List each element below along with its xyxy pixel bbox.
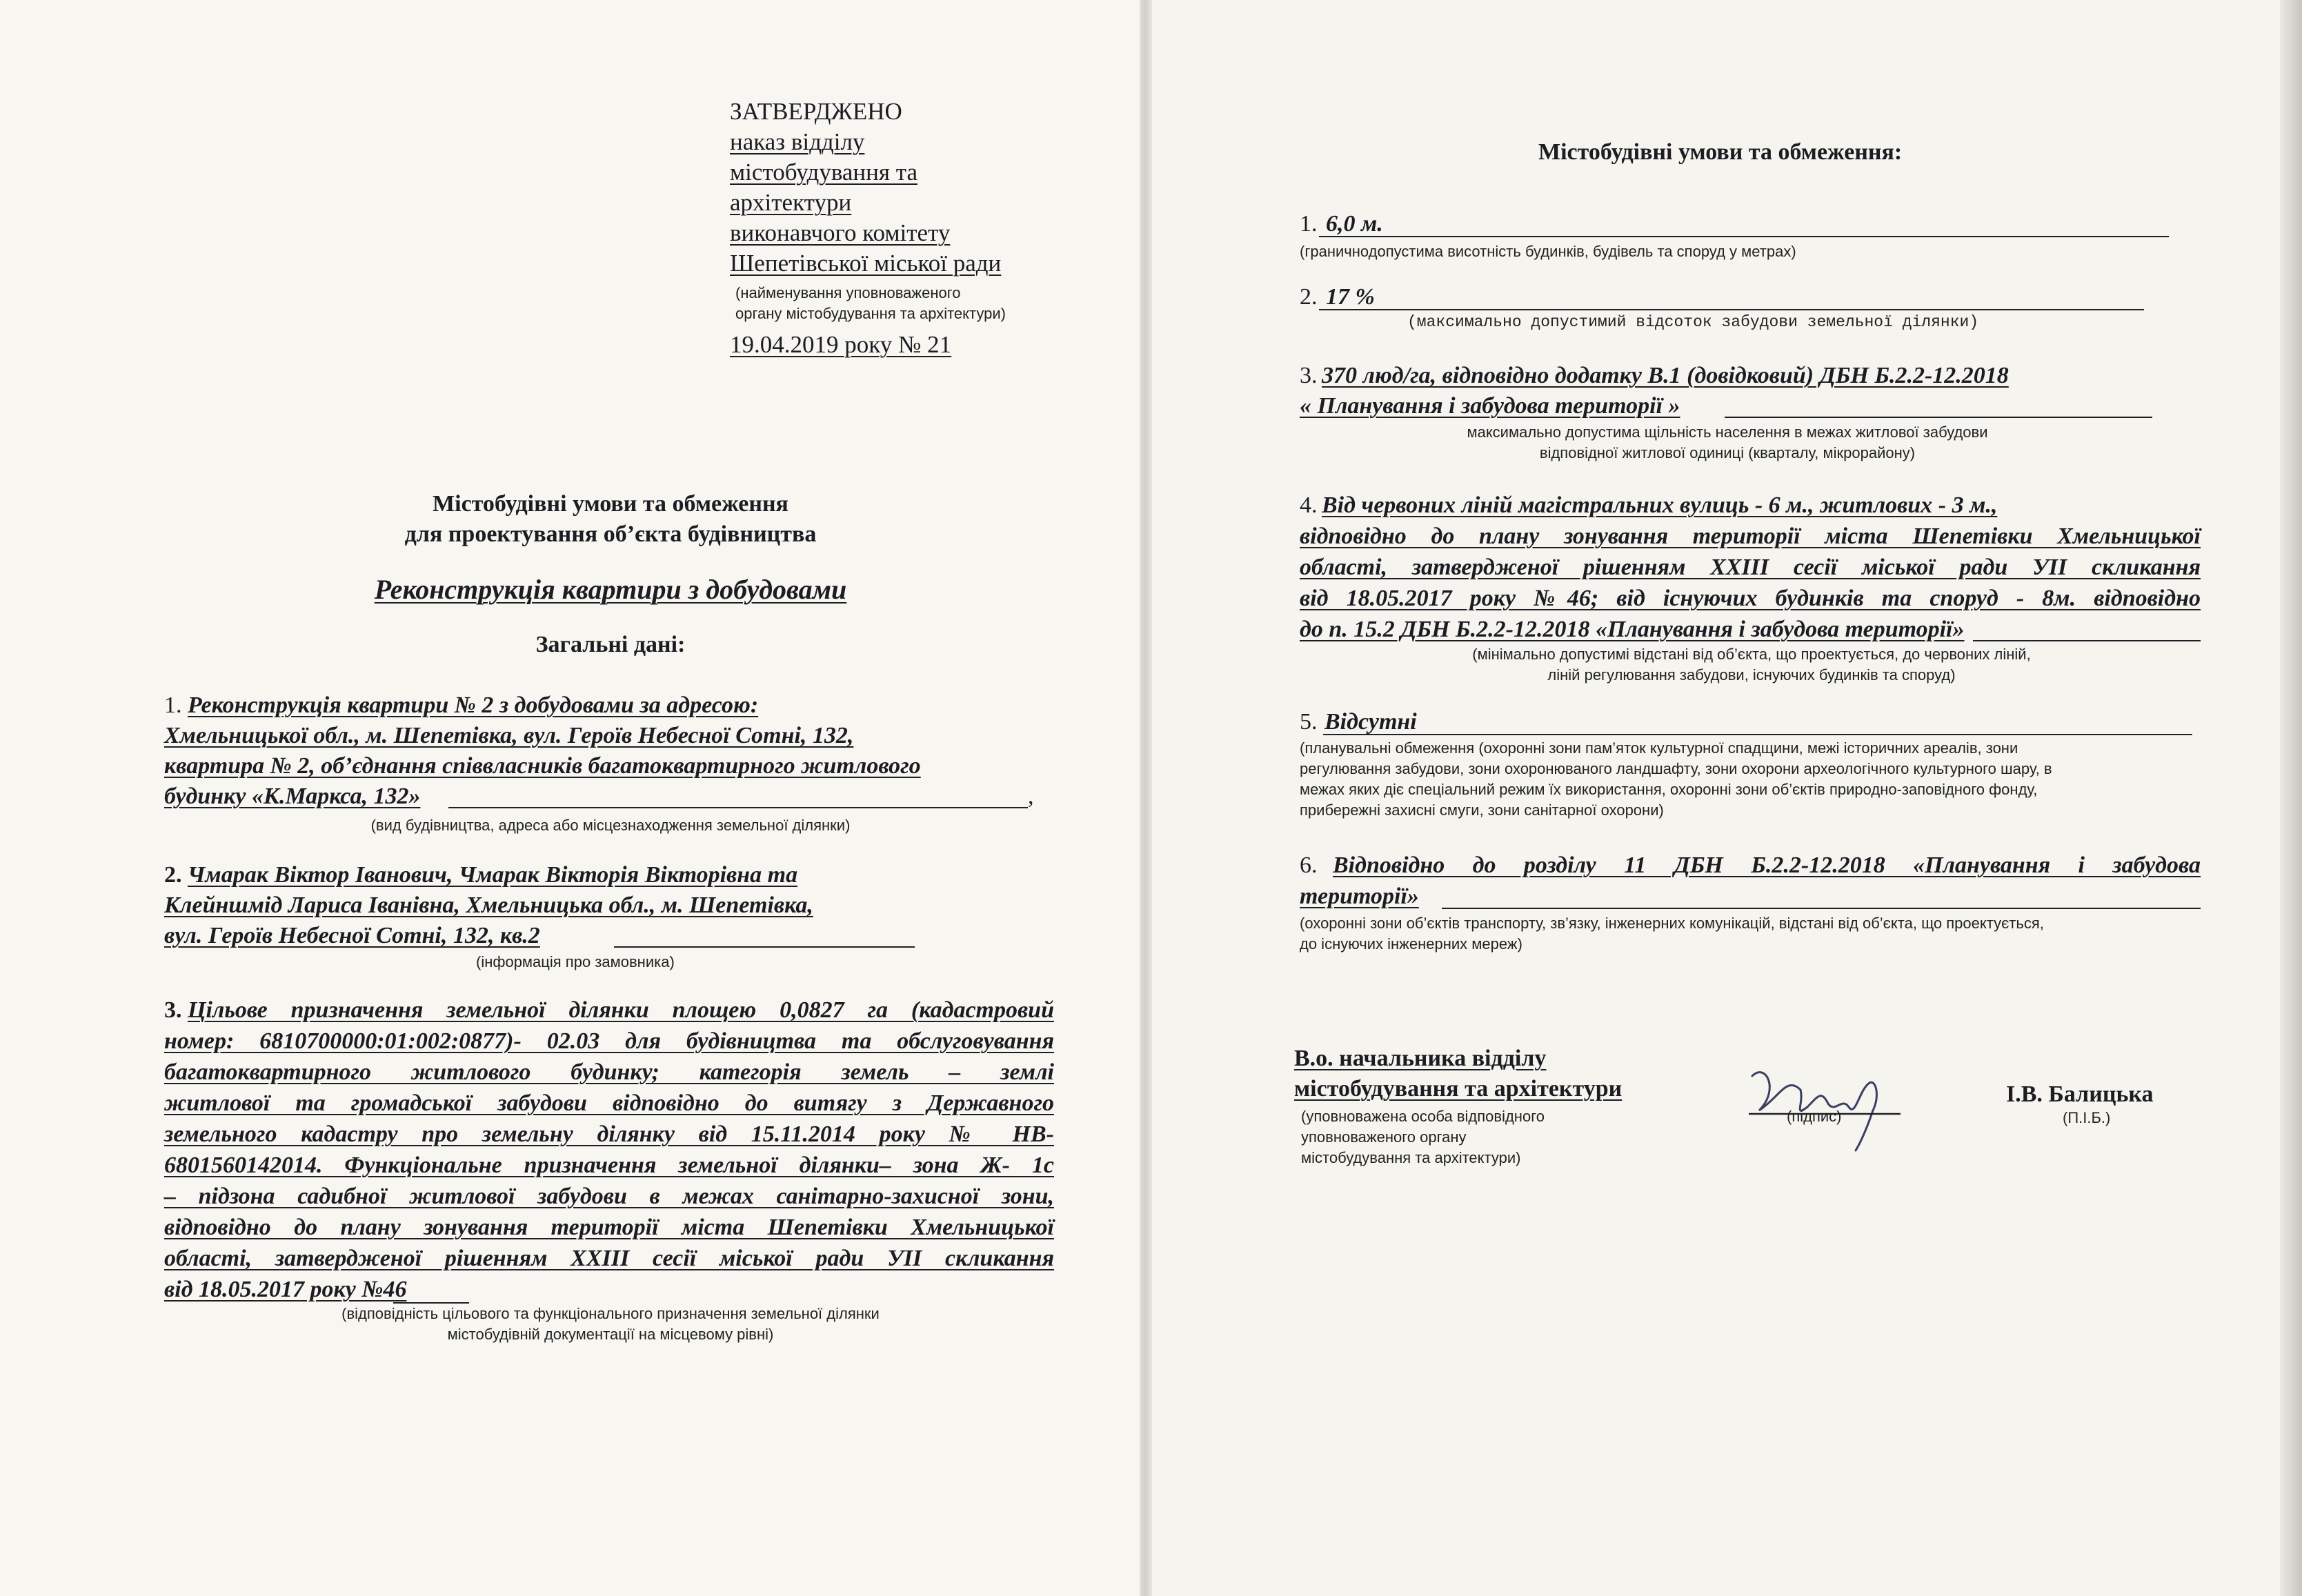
item-caption: межах яких діє спеціальний режим їх використання, охоронні зони об’єктів природно-заповідного фонду, <box>1300 781 2038 798</box>
item-text: Клейншмід Лариса Іванівна, Хмельницька обл., м. Шепетівка, <box>164 892 813 918</box>
item-text: області, затвердженої рішенням ХХІІІ сесії міської ради УІІ скликання <box>164 1246 1054 1271</box>
item-text: відповідно до плану зонування території міста Шепетівки Хмельницької <box>1300 523 2201 549</box>
item-value: 6,0 м. <box>1326 211 1383 237</box>
item-number: 2. <box>1300 284 1318 310</box>
page-fold <box>1140 0 1152 1596</box>
approval-line: архітектури <box>730 189 852 216</box>
document-heading: Містобудівні умови та обмеження <box>433 491 788 517</box>
general-data-title: Загальні дані: <box>535 632 686 657</box>
fill-line <box>448 807 1028 808</box>
item-caption: (вид будівництва, адреса або місцезнаходження земельної ділянки) <box>370 817 851 834</box>
position-caption: уповноваженого органу <box>1301 1128 1467 1146</box>
item-text: відповідно до плану зонування території міста Шепетівки Хмельницької <box>164 1215 1054 1240</box>
item-text: Від червоних ліній магістральних вулиць - 6 м., житлових - 3 м., <box>1322 492 1998 518</box>
item-caption: відповідної житлової одиниці (кварталу, мікрорайону) <box>1539 444 1916 461</box>
item-number: 4. <box>1300 492 1318 518</box>
item-number: 1. <box>1300 211 1318 237</box>
item-text: Чмарак Віктор Іванович, Чмарак Вікторія Вікторівна та <box>188 862 798 888</box>
item-text: Цільове призначення земельної ділянки площею 0,0827 га (кадастровий <box>188 997 1054 1023</box>
handwritten-signature <box>1738 1048 1904 1152</box>
item-value: Відсутні <box>1324 709 1417 735</box>
item-text: до п. 15.2 ДБН Б.2.2-12.2018 «Планування і забудова території» <box>1300 617 1965 642</box>
position-caption: (уповноважена особа відповідного <box>1301 1108 1545 1125</box>
item-caption: (максимально допустимий відсоток забудови земельної ділянки) <box>1407 313 1979 331</box>
item-caption: ліній регулювання забудови, існуючих будинків та споруд) <box>1547 666 1956 684</box>
item-caption: (граничнодопустима висотність будинків, будівель та споруд у метрах) <box>1300 243 1796 260</box>
right-item-4 <box>1300 490 2201 645</box>
item-text: земельного кадастру про земельну ділянку від 15.11.2014 року № НВ- <box>164 1121 1054 1147</box>
signatory-name: І.В. Балицька <box>2006 1081 2154 1107</box>
item-caption: (відповідність цільового та функціонального призначення земельної ділянки <box>341 1305 880 1322</box>
item-text: 370 люд/га, відповідно додатку В.1 (довідковий) ДБН Б.2.2-12.2018 <box>1322 363 2009 388</box>
signature-caption: (підпис) <box>1787 1108 1842 1125</box>
item-number: 2. <box>164 862 182 888</box>
item-text: Хмельницької обл., м. Шепетівка, вул. Героїв Небесної Сотні, 132, <box>164 723 854 748</box>
object-name: Реконструкція квартири з добудовами <box>374 574 847 605</box>
item-caption: (інформація про замовника) <box>476 953 675 970</box>
item-text: 6801560142014. Функціональне призначення земельної ділянки– зона Ж- 1с <box>164 1153 1054 1178</box>
name-caption: (П.І.Б.) <box>2063 1109 2111 1126</box>
item-caption: (охоронні зони об’єктів транспорту, зв’язку, інженерних комунікацій, відстані від об’єкта, що проектується, <box>1300 915 2044 932</box>
item-trailing: , <box>1028 784 1034 809</box>
item-caption: регулювання забудови, зони охоронюваного ландшафту, зони охорони археологічного культурного шару, в <box>1300 760 2052 777</box>
approval-line: містобудування та <box>730 159 917 186</box>
signatory-position: містобудування та архітектури <box>1294 1076 1623 1101</box>
item-text: Відповідно до розділу 11 ДБН Б.2.2-12.2018 «Планування і забудова <box>1333 852 2201 878</box>
conditions-heading: Містобудівні умови та обмеження: <box>1538 139 1903 165</box>
document-heading: для проектування об’єкта будівництва <box>404 521 817 547</box>
item-text: Реконструкція квартири № 2 з добудовами за адресою: <box>188 692 759 718</box>
approval-date-order: 19.04.2019 року № 21 <box>730 331 952 358</box>
item-text: багатоквартирного житлового будинку; категорія земель – землі <box>164 1059 1054 1085</box>
fill-line <box>614 946 915 948</box>
item-caption: (мінімально допустимі відстані від об’єкта, що проектується, до червоних ліній, <box>1472 646 2031 663</box>
item-text: будинку «К.Маркса, 132» <box>164 784 421 809</box>
position-caption: містобудування та архітектури) <box>1301 1149 1521 1166</box>
page-edge <box>2280 0 2302 1596</box>
item-text: – підзона садибної житлової забудови в межах санітарно-захисної зони, <box>164 1184 1054 1209</box>
item-text: області, затвердженої рішенням ХХІІІ сесії міської ради УІІ скликання <box>1300 555 2201 580</box>
item-text: вул. Героїв Небесної Сотні, 132, кв.2 <box>164 923 540 948</box>
item-number: 5. <box>1300 709 1318 735</box>
item-text: від 18.05.2017 року №46 <box>164 1277 407 1302</box>
left-item-3 <box>164 995 1054 1305</box>
item-text: житлової та громадської забудови відповідно до витягу з Державного <box>164 1090 1054 1116</box>
item-caption: до існуючих інженерних мереж) <box>1300 935 1522 952</box>
item-number: 1. <box>164 692 182 718</box>
fill-line <box>1323 734 2192 735</box>
right-item-6 <box>1300 850 2201 912</box>
approval-line: виконавчого комітету <box>730 219 951 246</box>
fill-line <box>1319 236 2169 237</box>
fill-line <box>1973 640 2201 641</box>
item-text: « Планування і забудова території » <box>1300 393 1680 419</box>
item-number: 6. <box>1300 852 1318 878</box>
approval-line: наказ відділу <box>730 128 865 155</box>
item-number: 3. <box>164 997 182 1023</box>
item-text: території» <box>1300 884 1419 909</box>
fill-line <box>1725 417 2152 418</box>
item-text: від 18.05.2017 року №46; від існуючих будинків та споруд - 8м. відповідно <box>1300 586 2201 611</box>
item-number: 3. <box>1300 363 1318 388</box>
fill-line <box>1319 309 2144 310</box>
fill-line <box>1442 908 2201 909</box>
item-caption: містобудівній документації на місцевому рівні) <box>447 1326 774 1343</box>
approval-caption: органу містобудування та архітектури) <box>735 305 1006 322</box>
approval-line: Шепетівської міської ради <box>730 250 1002 277</box>
approval-title: ЗАТВЕРДЖЕНО <box>730 98 902 125</box>
item-caption: (планувальні обмеження (охоронні зони пам’яток культурної спадщини, межі історичних ареалів, зони <box>1300 739 2018 757</box>
signatory-position: В.о. начальника відділу <box>1294 1046 1547 1071</box>
item-text: квартира № 2, об’єднання співвласників багатоквартирного житлового <box>164 753 921 779</box>
item-caption: прибережні захисні смуги, зони санітарної охорони) <box>1300 801 1664 819</box>
item-text: номер: 6810700000:01:002:0877)- 02.03 для будівництва та обслуговування <box>164 1028 1054 1054</box>
approval-caption: (найменування уповноваженого <box>735 284 961 301</box>
item-caption: максимально допустима щільність населення в межах житлової забудови <box>1467 423 1988 441</box>
item-value: 17 % <box>1326 284 1375 310</box>
